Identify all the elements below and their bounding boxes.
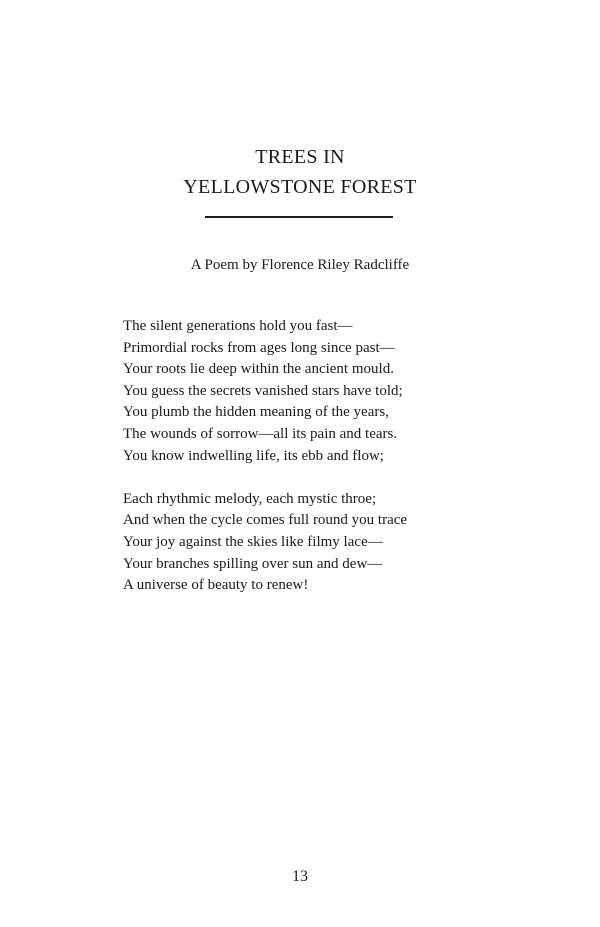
verse-line: Primordial rocks from ages long since past— xyxy=(123,339,395,356)
verse-line: You guess the secrets vanished stars have told; xyxy=(123,382,403,399)
stanza-2 xyxy=(123,489,483,597)
poem-byline: A Poem by Florence Riley Radcliffe xyxy=(190,257,410,273)
verse-line: The wounds of sorrow—all its pain and tears. xyxy=(123,425,398,442)
verse-line: Each rhythmic melody, each mystic throe; xyxy=(123,490,377,507)
stanza-1 xyxy=(123,316,483,467)
verse-line: The silent generations hold you fast— xyxy=(123,318,353,334)
verse-line: Your branches spilling over sun and dew— xyxy=(123,555,383,572)
verse-line: You plumb the hidden meaning of the years, xyxy=(123,404,389,421)
poem-body xyxy=(123,316,483,618)
page-number: 13 xyxy=(292,868,308,885)
verse-line: A universe of beauty to renew! xyxy=(123,577,309,594)
verse-line: You know indwelling life, its ebb and flow; xyxy=(123,447,384,464)
verse-line: And when the cycle comes full round you trace xyxy=(123,512,408,529)
poem-title-line-2: YELLOWSTONE FOREST xyxy=(183,176,417,198)
verse-line: Your joy against the skies like filmy lace— xyxy=(123,533,383,550)
title-divider xyxy=(205,216,393,218)
poem-title-line-1: TREES IN xyxy=(255,146,345,168)
poem-title xyxy=(0,142,600,202)
verse-line: Your roots lie deep within the ancient mould. xyxy=(123,361,394,378)
